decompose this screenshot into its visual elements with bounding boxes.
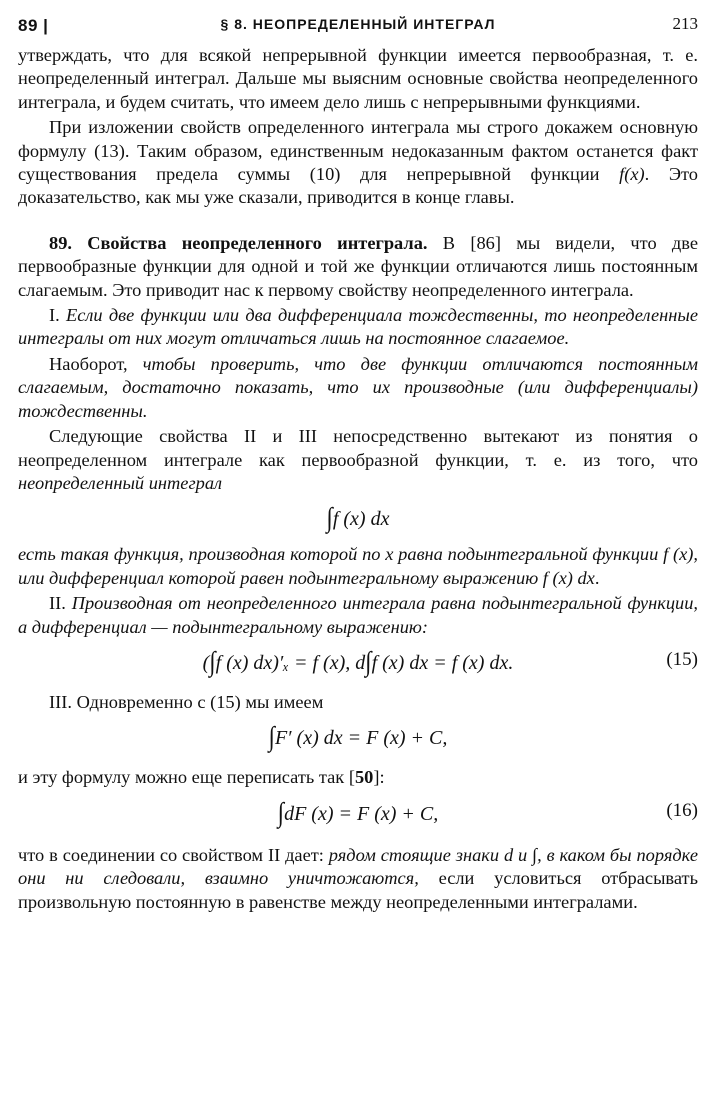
formula-16: ∫dF (x) = F (x) + C, (16) bbox=[277, 797, 698, 828]
paragraph-continuation: утверждать, что для всякой непрерывной функции имеется первообразная, т. е. неопределенный интеграл. Дальше мы выясним основные свойства неопределенного интеграла, и будем считать, что имеем дело лишь с непрерывными функциями. bbox=[18, 45, 698, 112]
final-paragraph: что в соединении со свойством II дает: рядом стоящие знаки d и ∫, в каком бы порядке они ни следовали, взаимно уничтожаются, если условиться отбрасывать произвольную постоянную в равенстве между неопределенными интегралами. bbox=[18, 844, 698, 912]
section-89: 89. Свойства неопределенного интеграла. В [86] мы видели, что две первообразные функции для одной и той же функции отличаются лишь постоянным слагаемым. Это приводит нас к первому свойству неопределенного интеграла. bbox=[18, 232, 698, 300]
converse-paragraph: Наоборот, чтобы проверить, что две функции отличаются постоянным слагаемым, достаточно показать, что их производные (или дифференциалы) тождественны. bbox=[18, 353, 698, 421]
integral-sign: ∫ bbox=[268, 721, 275, 752]
rewrite-paragraph: и эту формулу можно еще переписать так [50]: bbox=[18, 767, 385, 788]
formula-integral: ∫f (x) dx bbox=[326, 502, 390, 533]
property-1: I. Если две функции или два дифференциала тождественны, то неопределенные интегралы от них могут отличаться лишь на постоянное слагаемое. bbox=[18, 305, 698, 349]
book-page bbox=[18, 10, 698, 914]
property-3: III. Одновременно с (15) мы имеем bbox=[49, 691, 324, 712]
section-marker: 89 | bbox=[18, 16, 49, 35]
equation-number: (16) bbox=[666, 799, 698, 821]
integral-sign: ∫ bbox=[277, 797, 285, 828]
equation-number: (15) bbox=[666, 648, 698, 670]
integral-sign: ∫ bbox=[209, 646, 216, 677]
page-number: 213 bbox=[672, 14, 698, 33]
integral-sign: ∫ bbox=[365, 646, 372, 677]
running-header bbox=[18, 10, 698, 44]
formula-antiderivative: ∫F′ (x) dx = F (x) + C, bbox=[268, 721, 448, 752]
formula-15: (∫f (x) dx)′ₓ = f (x), d∫f (x) dx = f (x) dx. (15) bbox=[202, 646, 698, 677]
next-properties-paragraph: Следующие свойства II и III непосредственно вытекают из понятия о неопределенном интеграле как первообразной функции, т. е. из того, что неопределенный интеграл bbox=[18, 426, 698, 493]
property-2: II. Производная от неопределенного интеграла равна подынтегральной функции, а дифференциал — подынтегральному выражению: bbox=[18, 593, 698, 637]
definition-paragraph: есть такая функция, производная которой по x равна подынтегральной функции f (x), или дифференциал которой равен подынтегральному выражению f (x) dx. bbox=[18, 544, 698, 588]
reference-link: 50 bbox=[354, 767, 374, 788]
chapter-title: § 8. НЕОПРЕДЕЛЕННЫЙ ИНТЕГРАЛ bbox=[220, 16, 496, 32]
section-title: 89. Свойства неопределенного интеграла. bbox=[49, 232, 428, 253]
integral-sign: ∫ bbox=[326, 502, 333, 533]
paragraph-proof-note: При изложении свойств определенного интеграла мы строго докажем основную формулу (13). Таким образом, единственным недоказанным фактом останется факт существования предела суммы (10) для непрерывной функции f(x). Это доказательство, как мы уже сказали, приводится в конце главы. bbox=[18, 117, 698, 208]
